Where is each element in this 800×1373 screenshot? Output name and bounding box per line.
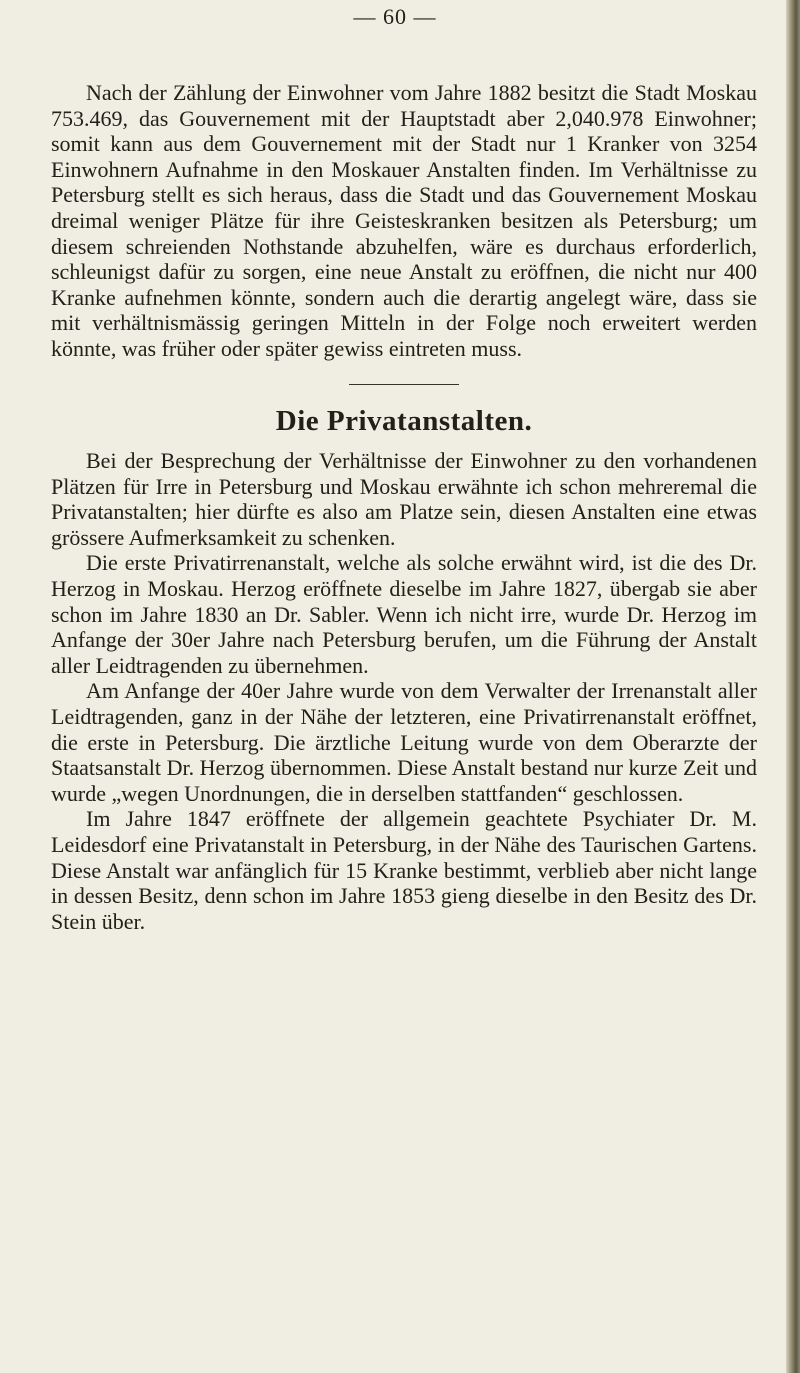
- page-number: — 60 —: [353, 4, 437, 29]
- section-heading: Die Privatanstalten.: [275, 405, 533, 438]
- book-binding-edge: [786, 0, 800, 1373]
- paragraph: Die erste Privatirrenanstalt, welche als solche erwähnt wird, ist die des Dr. Herzog in Moskau. Herzog eröffnete dieselbe im Jahre 1827, übergab sie aber schon im Jahre 1830 an Dr. Sabler. Wenn ich nicht irre, wurde Dr. Herzog im Anfange der 30er Jahre nach Petersburg berufen, um die Führung der Anstalt aller Leidtragenden zu übernehmen.: [51, 550, 757, 678]
- section-divider: [349, 384, 459, 386]
- paragraph: Im Jahre 1847 eröffnete der allgemein geachtete Psychiater Dr. M. Leidesdorf eine Privatanstalt in Petersburg, in der Nähe des Taurischen Gartens. Diese Anstalt war anfänglich für 15 Kranke bestimmt, verblieb aber nicht lange in dessen Besitz, denn schon im Jahre 1853 gieng dieselbe in den Besitz des Dr. Stein über.: [51, 806, 757, 934]
- paragraph: Bei der Besprechung der Verhältnisse der Einwohner zu den vorhandenen Plätzen für Irre in Petersburg und Moskau erwähnte ich schon mehreremal die Privatanstalten; hier dürfte es also am Platze sein, diesen Anstalten eine etwas grössere Aufmerksamkeit zu schenken.: [51, 448, 757, 550]
- intro-paragraph: Nach der Zählung der Einwohner vom Jahre 1882 besitzt die Stadt Moskau 753.469, das Gouvernement mit der Hauptstadt aber 2,040.978 Einwohner; somit kann aus dem Gouvernement mit der Stadt nur 1 Kranker von 3254 Einwohnern Aufnahme in den Moskauer Anstalten finden. Im Verhältnisse zu Petersburg stellt es sich heraus, dass die Stadt und das Gouvernement Moskau dreimal weniger Plätze für ihre Geisteskranken besitzen als Petersburg; um diesem schreienden Nothstande abzuhelfen, wäre es durchaus erforderlich, schleunigst dafür zu sorgen, eine neue Anstalt zu eröffnen, die nicht nur 400 Kranke aufnehmen könnte, sondern auch die derartig angelegt wäre, dass sie mit verhältnismässig geringen Mitteln in der Folge noch erweitert werden könnte, was früher oder später gewiss eintreten muss.: [51, 80, 757, 361]
- page-body: [51, 80, 757, 934]
- paragraph: Am Anfange der 40er Jahre wurde von dem Verwalter der Irrenanstalt aller Leidtragenden, ganz in der Nähe der letzteren, eine Privatirrenanstalt eröffnet, die erste in Petersburg. Die ärztliche Leitung wurde von dem Oberarzte der Staatsanstalt Dr. Herzog übernommen. Diese Anstalt bestand nur kurze Zeit und wurde „wegen Unordnungen, die in derselben stattfanden“ geschlossen.: [51, 678, 757, 806]
